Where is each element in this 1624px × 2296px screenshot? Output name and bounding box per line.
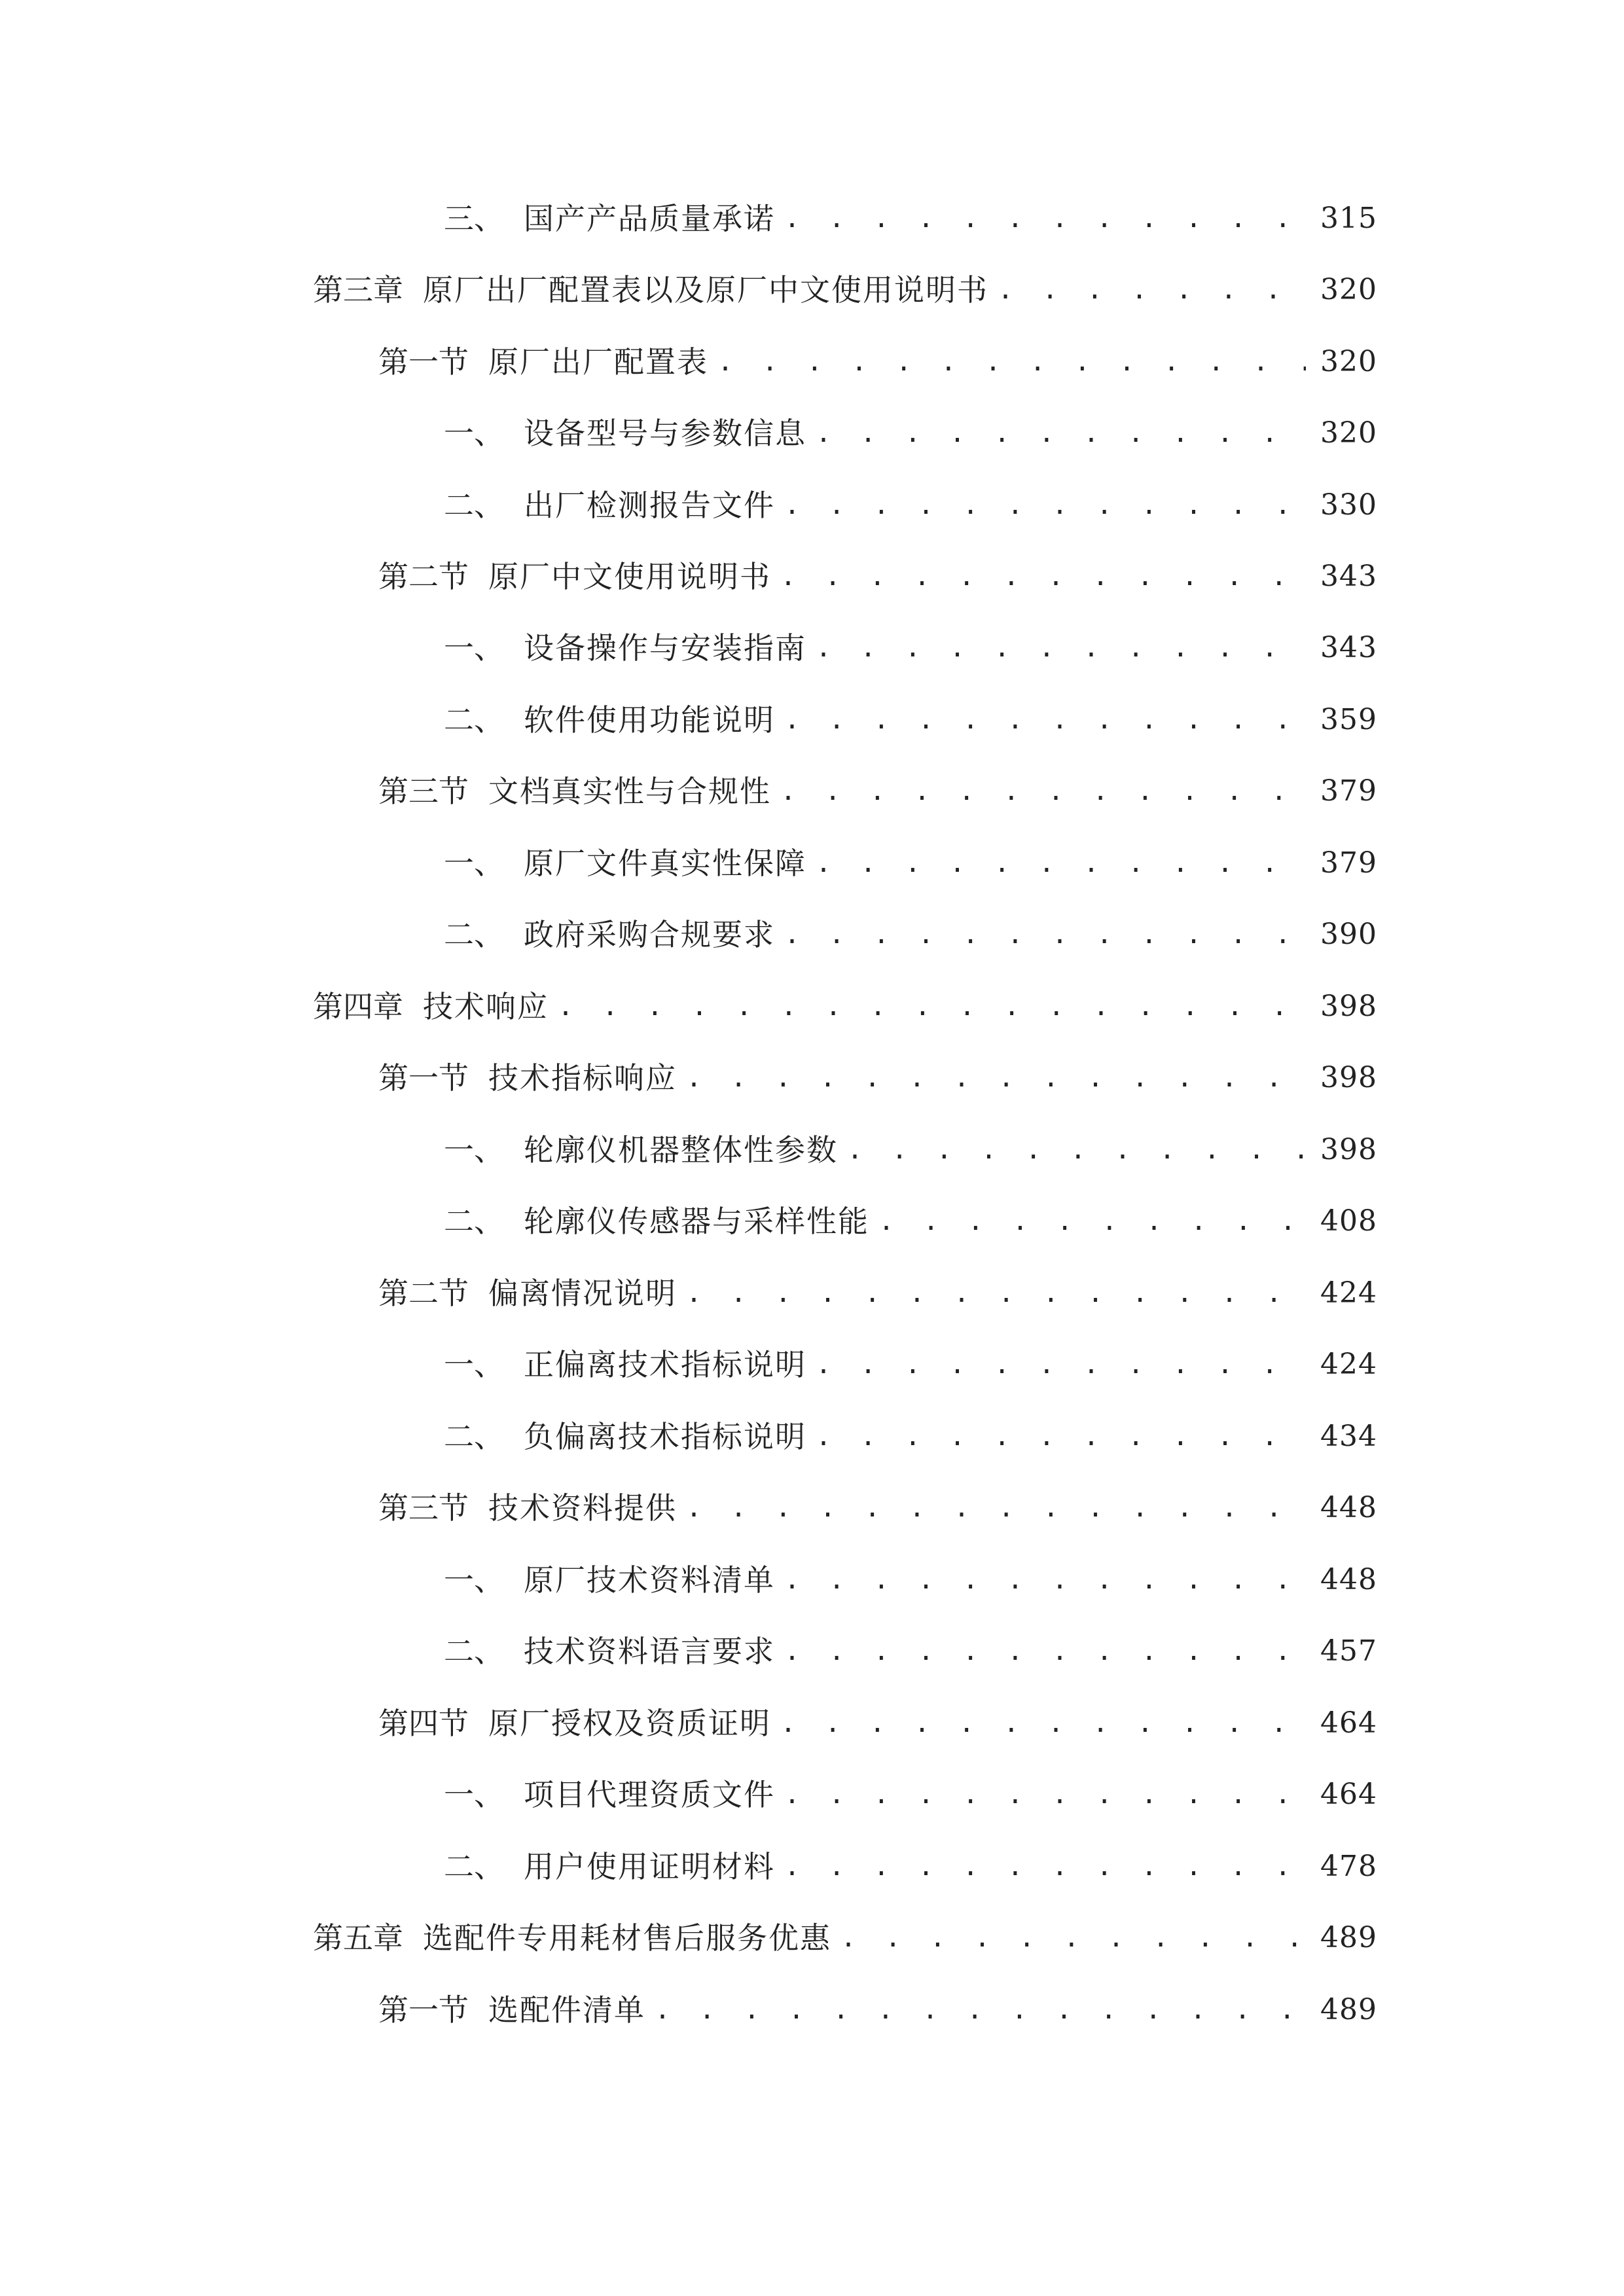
- toc-dot-leader: [784, 1840, 1306, 1893]
- toc-entry[interactable]: [444, 192, 1377, 245]
- toc-entry[interactable]: [444, 694, 1377, 746]
- toc-entry-page-number: 398: [1320, 1133, 1377, 1166]
- toc-entry-page-number: 434: [1320, 1420, 1377, 1453]
- toc-entry[interactable]: [444, 908, 1377, 961]
- toc-entry[interactable]: [378, 1482, 1377, 1534]
- toc-entry-page-number: 359: [1320, 703, 1377, 736]
- toc-dot-leader: [847, 1124, 1306, 1176]
- toc-entry-title: 原厂出厂配置表: [488, 344, 708, 380]
- toc-entry-page-number: 315: [1320, 202, 1377, 235]
- toc-entry-page-number: 464: [1320, 1706, 1377, 1740]
- toc-entry-number: 第一节: [378, 344, 469, 380]
- toc-dot-leader: [784, 479, 1306, 531]
- toc-entry-page-number: 489: [1320, 1921, 1377, 1954]
- toc-entry[interactable]: [378, 336, 1377, 388]
- toc-entry-number: 三、: [444, 201, 504, 236]
- toc-dot-leader: [784, 908, 1306, 961]
- toc-dot-leader: [686, 1052, 1306, 1104]
- toc-entry[interactable]: [378, 765, 1377, 817]
- toc-entry[interactable]: [444, 1768, 1377, 1821]
- toc-entry-number: 第一节: [378, 1060, 469, 1096]
- toc-dot-leader: [655, 1984, 1306, 2036]
- toc-entry-number: 一、: [444, 630, 504, 666]
- toc-entry-number: 二、: [444, 1634, 504, 1669]
- toc-entry-page-number: 457: [1320, 1634, 1377, 1668]
- toc-entry[interactable]: [444, 622, 1377, 674]
- toc-entry-number: 第一节: [378, 1992, 469, 2028]
- toc-entry-title: 选配件专用耗材售后服务优惠: [423, 1920, 831, 1956]
- toc-entry-number: 一、: [444, 1347, 504, 1382]
- toc-entry[interactable]: [444, 479, 1377, 531]
- toc-dot-leader: [816, 407, 1306, 459]
- toc-entry-title: 设备操作与安装指南: [524, 630, 806, 666]
- toc-dot-leader: [816, 837, 1306, 889]
- toc-entry-title: 原厂授权及资质证明: [488, 1706, 771, 1741]
- toc-dot-leader: [816, 622, 1306, 674]
- toc-entry-title: 文档真实性与合规性: [488, 774, 771, 809]
- toc-entry[interactable]: [313, 980, 1377, 1033]
- toc-entry[interactable]: [378, 1267, 1377, 1319]
- toc-entry-number: 第二节: [378, 559, 469, 594]
- toc-entry-number: 第四章: [313, 989, 403, 1024]
- toc-dot-leader: [780, 765, 1306, 817]
- toc-entry-title: 负偏离技术指标说明: [524, 1419, 806, 1454]
- toc-entry-number: 一、: [444, 416, 504, 451]
- toc-entry-title: 选配件清单: [488, 1992, 645, 2028]
- toc-entry-page-number: 330: [1320, 488, 1377, 522]
- toc-dot-leader: [784, 1625, 1306, 1677]
- toc-entry-title: 项目代理资质文件: [524, 1777, 775, 1812]
- toc-entry-title: 政府采购合规要求: [524, 917, 775, 952]
- toc-entry-page-number: 343: [1320, 631, 1377, 664]
- toc-dot-leader: [784, 1768, 1306, 1821]
- toc-entry[interactable]: [444, 1410, 1377, 1463]
- toc-entry-page-number: 320: [1320, 416, 1377, 450]
- toc-entry-page-number: 379: [1320, 846, 1377, 880]
- toc-entry-title: 出厂检测报告文件: [524, 488, 775, 523]
- toc-entry[interactable]: [444, 1840, 1377, 1893]
- toc-dot-leader: [998, 264, 1306, 316]
- toc-entry[interactable]: [444, 1338, 1377, 1391]
- toc-entry-page-number: 478: [1320, 1850, 1377, 1883]
- toc-entry-title: 技术资料语言要求: [524, 1634, 775, 1669]
- toc-dot-leader: [686, 1482, 1306, 1534]
- toc-entry-number: 第三节: [378, 774, 469, 809]
- toc-entry-title: 轮廓仪机器整体性参数: [524, 1132, 838, 1168]
- toc-entry-number: 一、: [444, 1132, 504, 1168]
- toc-entry-page-number: 464: [1320, 1778, 1377, 1811]
- toc-entry-number: 一、: [444, 846, 504, 881]
- toc-entry-number: 二、: [444, 488, 504, 523]
- toc-entry-number: 第三节: [378, 1490, 469, 1526]
- toc-entry-number: 二、: [444, 1419, 504, 1454]
- toc-entry-title: 用户使用证明材料: [524, 1849, 775, 1884]
- toc-entry[interactable]: [378, 1697, 1377, 1749]
- toc-entry-page-number: 424: [1320, 1348, 1377, 1381]
- toc-entry-title: 原厂文件真实性保障: [524, 846, 806, 881]
- toc-entry[interactable]: [444, 1554, 1377, 1606]
- toc-entry-page-number: 448: [1320, 1563, 1377, 1596]
- toc-entry-number: 二、: [444, 1204, 504, 1239]
- toc-entry-title: 原厂出厂配置表以及原厂中文使用说明书: [423, 272, 988, 308]
- toc-entry-page-number: 408: [1320, 1204, 1377, 1238]
- toc-entry-number: 二、: [444, 702, 504, 738]
- toc-dot-leader: [558, 980, 1306, 1033]
- toc-entry-page-number: 398: [1320, 1061, 1377, 1094]
- toc-entry-title: 原厂中文使用说明书: [488, 559, 771, 594]
- toc-entry[interactable]: [378, 1984, 1377, 2036]
- toc-dot-leader: [816, 1338, 1306, 1391]
- toc-entry[interactable]: [444, 1625, 1377, 1677]
- toc-entry[interactable]: [444, 407, 1377, 459]
- toc-entry[interactable]: [313, 264, 1377, 316]
- toc-dot-leader: [717, 336, 1306, 388]
- toc-entry[interactable]: [444, 837, 1377, 889]
- toc-entry-title: 技术响应: [423, 989, 549, 1024]
- toc-dot-leader: [780, 1697, 1306, 1749]
- toc-dot-leader: [780, 550, 1306, 603]
- toc-entry-title: 技术指标响应: [488, 1060, 677, 1096]
- toc-entry[interactable]: [313, 1912, 1377, 1964]
- toc-entry-number: 第四节: [378, 1706, 469, 1741]
- toc-entry-title: 正偏离技术指标说明: [524, 1347, 806, 1382]
- toc-entry[interactable]: [444, 1124, 1377, 1176]
- toc-entry-number: 第二节: [378, 1276, 469, 1311]
- toc-entry[interactable]: [378, 1052, 1377, 1104]
- toc-entry-number: 一、: [444, 1562, 504, 1598]
- toc-entry-number: 第三章: [313, 272, 403, 308]
- toc-entry-title: 国产产品质量承诺: [524, 201, 775, 236]
- toc-dot-leader: [816, 1410, 1306, 1463]
- toc-entry-title: 原厂技术资料清单: [524, 1562, 775, 1598]
- toc-entry-page-number: 448: [1320, 1491, 1377, 1524]
- toc-entry-title: 偏离情况说明: [488, 1276, 677, 1311]
- toc-entry-page-number: 398: [1320, 990, 1377, 1023]
- toc-entry[interactable]: [444, 1195, 1377, 1247]
- toc-dot-leader: [784, 694, 1306, 746]
- toc-dot-leader: [840, 1912, 1306, 1964]
- toc-entry-title: 技术资料提供: [488, 1490, 677, 1526]
- toc-entry-number: 二、: [444, 917, 504, 952]
- toc-entry-page-number: 343: [1320, 560, 1377, 593]
- toc-entry-number: 二、: [444, 1849, 504, 1884]
- toc-dot-leader: [878, 1195, 1306, 1247]
- toc-dot-leader: [784, 192, 1306, 245]
- toc-entry-title: 软件使用功能说明: [524, 702, 775, 738]
- toc-entry-page-number: 424: [1320, 1276, 1377, 1310]
- toc-entry-title: 轮廓仪传感器与采样性能: [524, 1204, 869, 1239]
- toc-entry-page-number: 320: [1320, 345, 1377, 378]
- toc-entry[interactable]: [378, 550, 1377, 603]
- toc-entry-title: 设备型号与参数信息: [524, 416, 806, 451]
- toc-entry-page-number: 390: [1320, 918, 1377, 951]
- toc-entry-number: 第五章: [313, 1920, 403, 1956]
- toc-dot-leader: [686, 1267, 1306, 1319]
- toc-entry-page-number: 489: [1320, 1993, 1377, 2026]
- toc-entry-number: 一、: [444, 1777, 504, 1812]
- toc-entry-page-number: 379: [1320, 774, 1377, 808]
- toc-dot-leader: [784, 1554, 1306, 1606]
- toc-entry-page-number: 320: [1320, 273, 1377, 306]
